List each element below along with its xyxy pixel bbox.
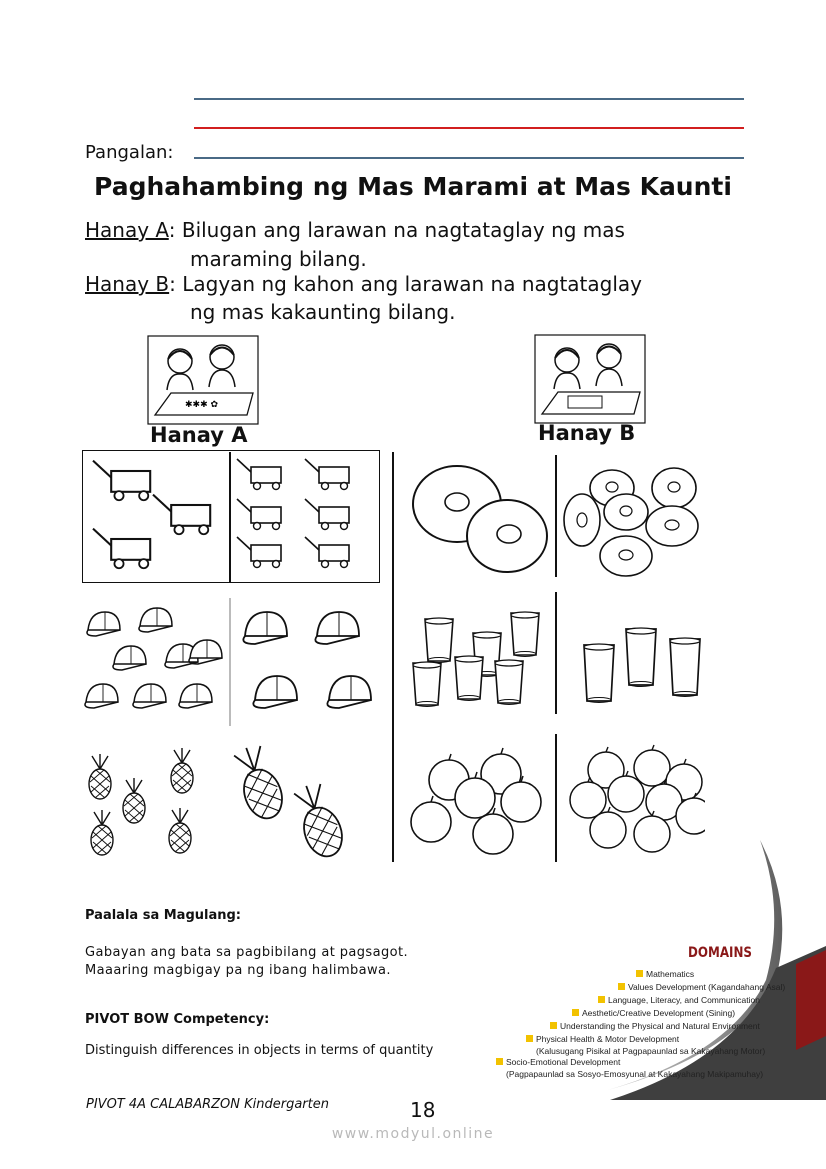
domains-heading: DOMAINS <box>688 945 753 961</box>
instruction-b-text-1: : Lagyan ng kahon ang larawan na nagtataglay <box>169 272 642 296</box>
competency-text: Distinguish differences in objects in terms of quantity <box>85 1043 434 1058</box>
instruction-b-cont: ng mas kakaunting bilang. <box>190 300 456 324</box>
checkbox-icon <box>598 996 605 1003</box>
domain-item-4 <box>494 1007 814 1020</box>
donuts-right-picture[interactable] <box>560 462 705 580</box>
domain-label: Understanding the Physical and Natural Environment <box>560 1021 760 1031</box>
domain-label: Socio-Emotional Development <box>506 1057 621 1067</box>
svg-text:✱✱✱ ✿: ✱✱✱ ✿ <box>185 400 219 410</box>
domain-item-6 <box>494 1033 814 1046</box>
checkbox-icon <box>496 1058 503 1065</box>
checkbox-checked-icon <box>636 970 643 977</box>
domain-item-7-sub: (Pagpapaunlad sa Sosyo-Emosyunal at Kakayahang Makipamuhay) <box>506 1069 764 1079</box>
domain-item-2 <box>494 981 814 994</box>
caps-right-picture[interactable] <box>233 600 378 725</box>
kids-counting-illustration-a <box>147 335 259 425</box>
domain-label: Physical Health & Motor Development <box>536 1034 680 1044</box>
instruction-b-label: Hanay B <box>85 272 170 296</box>
domain-label: Language, Literacy, and Communication <box>608 995 760 1005</box>
column-b-heading: Hanay B <box>538 421 636 445</box>
column-divider <box>392 452 394 862</box>
domain-item-7 <box>494 1056 814 1069</box>
parent-note-line-2: Maaaring magbigay pa ng ibang halimbawa. <box>85 963 391 978</box>
domain-label: Aesthetic/Creative Development (Sining) <box>582 1008 736 1018</box>
instruction-a-text-1: : Bilugan ang larawan na nagtataglay ng mas <box>168 218 625 242</box>
donuts-left-picture[interactable] <box>405 460 550 578</box>
page-title: Paghahambing ng Mas Marami at Mas Kaunti <box>94 172 732 201</box>
column-a-heading: Hanay A <box>150 423 248 447</box>
watermark: www.modyul.online <box>331 1126 495 1142</box>
wagons-box-divider <box>229 452 231 582</box>
checkbox-icon <box>618 983 625 990</box>
instruction-b <box>85 272 642 296</box>
wagons-right-picture[interactable] <box>233 453 375 579</box>
domain-item-5 <box>494 1020 814 1033</box>
footer-left: PIVOT 4A CALABARZON Kindergarten <box>86 1097 329 1112</box>
name-label: Pangalan: <box>85 142 174 163</box>
parent-note-heading: Paalala sa Magulang: <box>85 908 241 923</box>
name-line[interactable] <box>194 157 744 159</box>
domain-label: Mathematics <box>646 969 695 979</box>
domain-item-6-sub: (Kalusugang Pisikal at Pagpapaunlad sa Kakayahang Motor) <box>536 1046 766 1056</box>
glasses-left-picture[interactable] <box>405 605 550 715</box>
kids-counting-illustration-b <box>534 334 646 424</box>
domain-item-3 <box>494 994 814 1007</box>
donuts-divider <box>555 455 557 577</box>
glasses-right-picture[interactable] <box>570 615 710 707</box>
instruction-a-cont: maraming bilang. <box>190 247 367 271</box>
pineapples-left-picture[interactable] <box>82 742 227 862</box>
domain-label: Values Development (Kagandahang Asal) <box>628 982 786 992</box>
checkbox-icon <box>550 1022 557 1029</box>
glasses-divider <box>555 592 557 714</box>
domains-list <box>494 968 814 1079</box>
page-number: 18 <box>410 1098 436 1122</box>
instruction-a-label: Hanay A <box>85 218 169 242</box>
checkbox-icon <box>526 1035 533 1042</box>
instruction-a <box>85 218 625 242</box>
wagons-left-picture[interactable] <box>85 453 227 579</box>
caps-divider <box>229 598 231 726</box>
parent-note-line-1: Gabayan ang bata sa pagbibilang at pagsagot. <box>85 945 409 960</box>
middle-guide-line <box>194 127 744 129</box>
domain-item-1 <box>494 968 814 981</box>
checkbox-icon <box>572 1009 579 1016</box>
caps-left-picture[interactable] <box>82 600 227 725</box>
top-guide-line <box>194 98 744 100</box>
competency-heading: PIVOT BOW Competency: <box>85 1012 270 1027</box>
pineapples-right-picture[interactable] <box>233 742 378 862</box>
